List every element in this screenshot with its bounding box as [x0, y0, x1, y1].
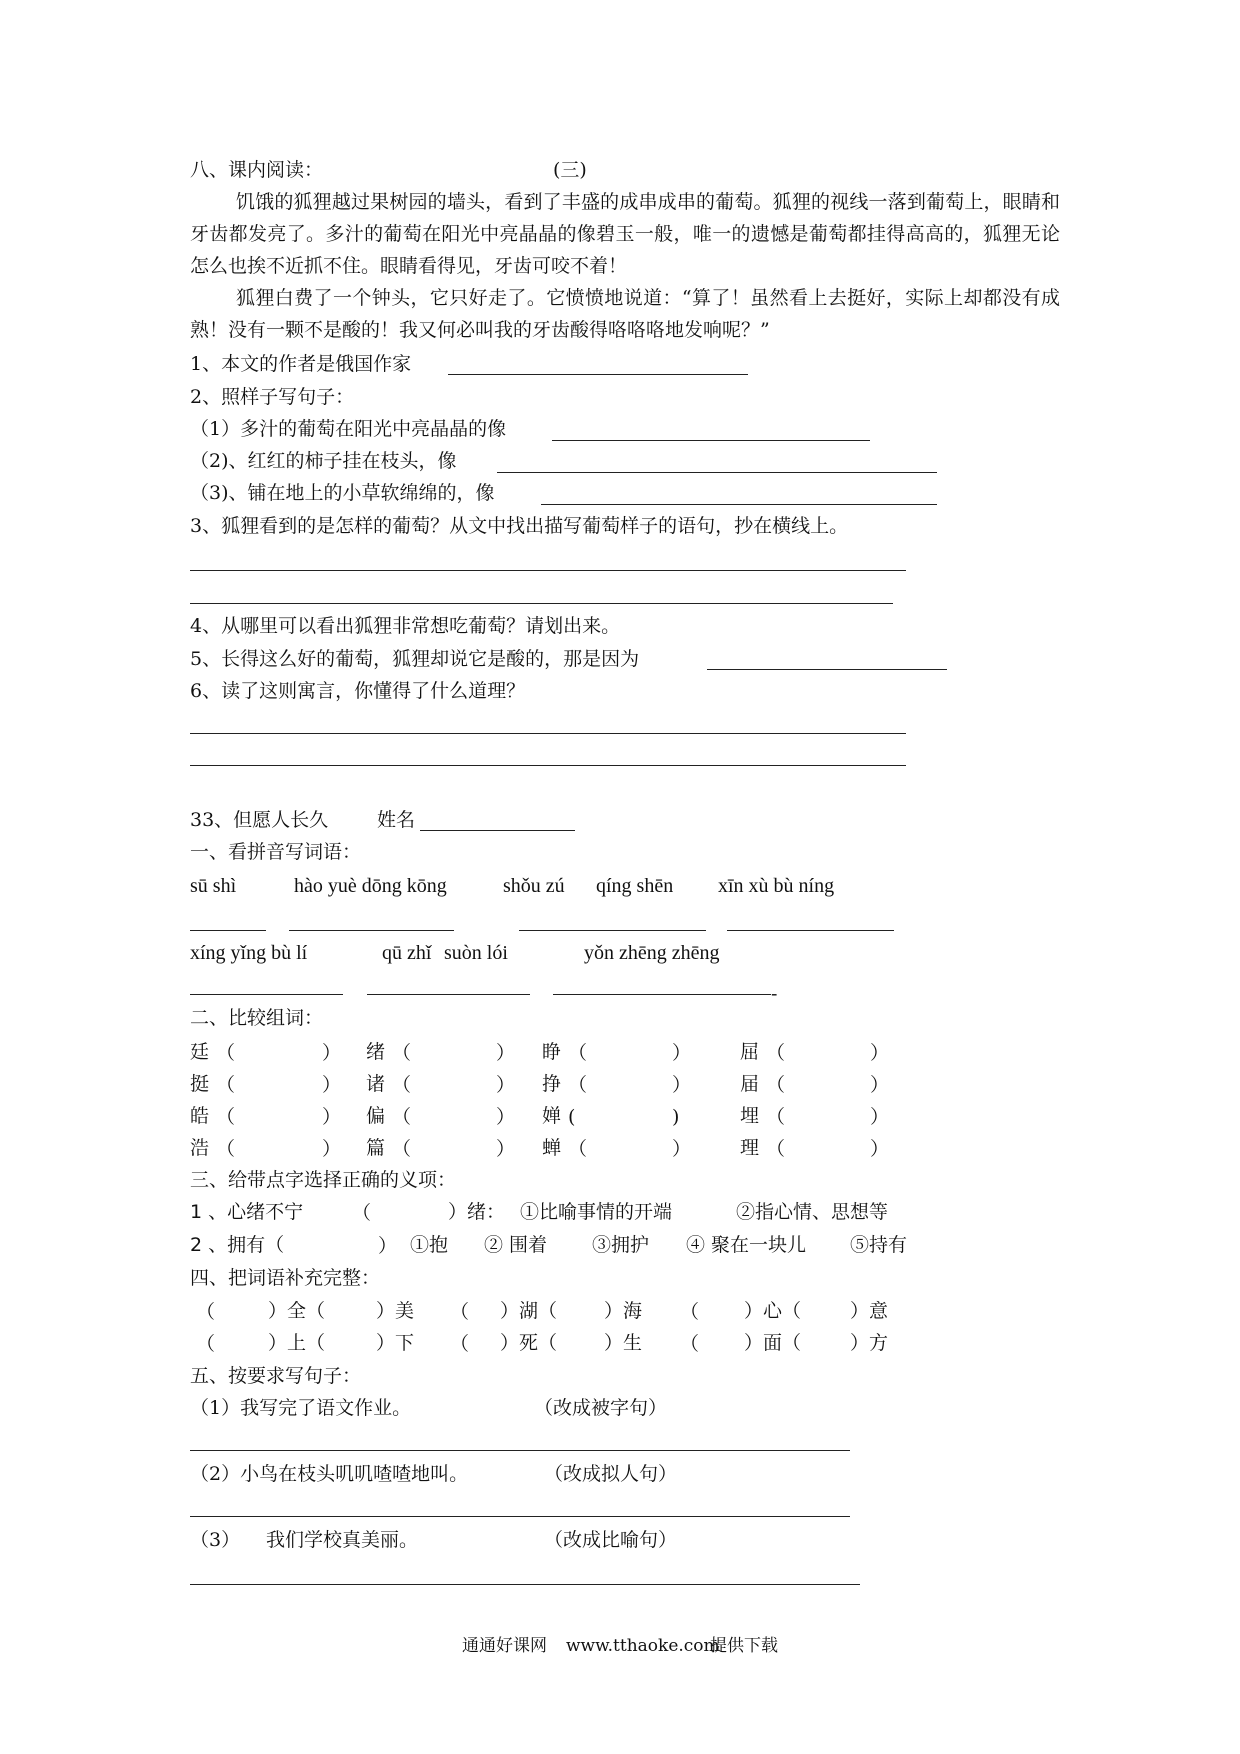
meaning-option: ③拥护: [592, 1234, 650, 1256]
question-2-3: （3)、铺在地上的小草软绵绵的，像: [190, 482, 495, 504]
open-bracket-glyph: （: [216, 1042, 236, 1064]
open-bracket-glyph: （: [392, 1138, 412, 1160]
idiom-fill: ）海: [604, 1300, 643, 1322]
idiom-fill: ）方: [850, 1332, 889, 1354]
open-bracket-glyph: （: [392, 1042, 412, 1064]
close-bracket-glyph: ）: [496, 1138, 516, 1160]
sentence-task-1: （1）我写完了语文作业。: [190, 1397, 412, 1419]
sentence-task-1-instruction: （改成被字句）: [534, 1397, 668, 1419]
pinyin-word: qíng shēn: [596, 875, 674, 897]
open-bracket-glyph: （: [568, 1074, 588, 1096]
compare-char: 婵: [542, 1105, 562, 1127]
compare-char: 浩: [190, 1137, 210, 1159]
close-bracket-glyph: ）: [870, 1138, 890, 1160]
pinyin-word: suòn lói: [444, 942, 508, 964]
close-bracket-glyph: ）: [378, 1235, 398, 1257]
close-bracket-glyph: ）: [672, 1042, 692, 1064]
sentence-task-3-number: （3）: [190, 1529, 241, 1551]
open-bracket-glyph: （: [196, 1333, 216, 1355]
question-5: 5、长得这么好的葡萄，狐狸却说它是酸的，那是因为: [190, 648, 640, 670]
sentence-task-2: （2）小鸟在枝头叽叽喳喳地叫。: [190, 1463, 469, 1485]
idiom-fill: ）意: [850, 1300, 889, 1322]
pinyin-word: sū shì: [190, 875, 237, 897]
part-3-heading: 三、给带点字选择正确的义项：: [190, 1169, 457, 1191]
pinyin-word: yǒn zhēng zhēng: [584, 942, 720, 964]
compare-char: 届: [740, 1073, 760, 1095]
meaning-item-1-label: 1 、心绪不宁: [190, 1201, 304, 1223]
idiom-fill: ）下: [376, 1332, 415, 1354]
sentence-task-2-instruction: （改成拟人句）: [544, 1463, 678, 1485]
open-bracket-glyph: （: [766, 1138, 786, 1160]
compare-char: 偏: [366, 1105, 386, 1127]
meaning-option: ② 围着: [484, 1234, 548, 1256]
close-bracket-glyph: ）: [870, 1042, 890, 1064]
idiom-fill: ）心（: [744, 1300, 802, 1322]
pinyin-word: xīn xù bù níng: [718, 875, 835, 897]
open-bracket-glyph: (: [568, 1106, 576, 1128]
idiom-fill: ）湖（: [500, 1300, 558, 1322]
idiom-fill: ）面（: [744, 1332, 802, 1354]
lesson-title: 33、但愿人长久: [190, 809, 329, 831]
open-bracket-glyph: （: [568, 1138, 588, 1160]
close-bracket-glyph: ）: [322, 1042, 342, 1064]
idiom-fill: ）全（: [268, 1300, 326, 1322]
part-5-heading: 五、按要求写句子：: [190, 1365, 362, 1387]
open-bracket-glyph: （: [352, 1202, 372, 1224]
compare-char: 皓: [190, 1105, 210, 1127]
answer-line[interactable]: [190, 1516, 850, 1517]
compare-char: 理: [740, 1137, 760, 1159]
close-bracket-glyph: ）: [322, 1138, 342, 1160]
close-bracket-glyph: ）: [672, 1074, 692, 1096]
open-bracket-glyph: （: [766, 1074, 786, 1096]
compare-char: 篇: [366, 1137, 386, 1159]
question-1: 1、本文的作者是俄国作家: [190, 353, 412, 375]
compare-char: 诸: [366, 1073, 386, 1095]
reading-paragraph-2: 狐狸白费了一个钟头，它只好走了。它愤愤地说道：“算了！虽然看上去挺好，实际上却都没有成熟！没有一颗不是酸的！我又何必叫我的牙齿酸得咯咯咯地发响呢？”: [190, 287, 1060, 341]
open-bracket-glyph: （: [680, 1333, 700, 1355]
meaning-option: ②指心情、思想等: [736, 1201, 889, 1223]
open-bracket-glyph: （: [568, 1042, 588, 1064]
question-3: 3、狐狸看到的是怎样的葡萄？从文中找出描写葡萄样子的语句，抄在横线上。: [190, 515, 849, 537]
footer-site-name: 通通好课网: [462, 1636, 547, 1656]
close-bracket-glyph: ）: [496, 1074, 516, 1096]
part-2-heading: 二、比较组词：: [190, 1007, 324, 1029]
part-4-heading: 四、把词语补充完整：: [190, 1267, 381, 1289]
close-bracket-glyph: ）: [322, 1074, 342, 1096]
sentence-task-3: 我们学校真美丽。: [266, 1529, 419, 1551]
pinyin-word: shǒu zú: [503, 875, 565, 897]
meaning-item-2-label: 2 、拥有（: [190, 1234, 285, 1256]
open-bracket-glyph: （: [196, 1301, 216, 1323]
open-bracket-glyph: （: [766, 1042, 786, 1064]
idiom-fill: ）死（: [500, 1332, 558, 1354]
footer-url[interactable]: www.tthaoke.com: [566, 1636, 720, 1656]
meaning-option: ①抱: [410, 1234, 449, 1256]
compare-char: 蝉: [542, 1137, 562, 1159]
reading-paragraph-1: 饥饿的狐狸越过果树园的墙头，看到了丰盛的成串成串的葡萄。狐狸的视线一落到葡萄上，眼睛和牙齿都发亮了。多汁的葡萄在阳光中亮晶晶的像碧玉一般，唯一的遗憾是葡萄都挂得高高的，狐狸无论怎么也挨不近抓不住。眼睛看得见，牙齿可咬不着！: [190, 191, 1060, 277]
meaning-option: ①比喻事情的开端: [520, 1201, 673, 1223]
meaning-option: ④ 聚在一块儿: [686, 1234, 807, 1256]
open-bracket-glyph: （: [680, 1301, 700, 1323]
section-heading: 八、课内阅读：: [190, 159, 324, 181]
meaning-option: ⑤持有: [850, 1234, 908, 1256]
question-6: 6、读了这则寓言，你懂得了什么道理？: [190, 680, 526, 702]
open-bracket-glyph: （: [392, 1074, 412, 1096]
open-bracket-glyph: （: [216, 1138, 236, 1160]
question-2-1: （1）多汁的葡萄在阳光中亮晶晶的像: [190, 418, 507, 440]
open-bracket-glyph: （: [450, 1333, 470, 1355]
answer-line[interactable]: [190, 1584, 860, 1585]
open-bracket-glyph: （: [216, 1074, 236, 1096]
compare-char: 埋: [740, 1105, 760, 1127]
close-bracket-glyph: ）: [496, 1106, 516, 1128]
close-bracket-glyph: ）: [672, 1138, 692, 1160]
section-part-label: (三): [553, 159, 587, 181]
name-label: 姓名: [377, 809, 416, 831]
question-2: 2、照样子写句子：: [190, 386, 355, 408]
trailing-mark: -: [771, 983, 778, 1005]
pinyin-word: hào yuè dōng kōng: [294, 875, 447, 897]
compare-char: 绪: [366, 1041, 386, 1063]
compare-char: 睁: [542, 1041, 562, 1063]
open-bracket-glyph: （: [392, 1106, 412, 1128]
close-bracket-glyph: ）: [870, 1074, 890, 1096]
footer-suffix: 提供下载: [710, 1636, 778, 1656]
meaning-item-1-char: ）绪：: [448, 1201, 506, 1223]
part-1-heading: 一、看拼音写词语：: [190, 841, 362, 863]
idiom-fill: ）美: [376, 1300, 415, 1322]
compare-char: 廷: [190, 1041, 210, 1063]
sentence-task-3-instruction: （改成比喻句）: [544, 1529, 678, 1551]
compare-char: 挣: [542, 1073, 562, 1095]
question-2-2: （2)、红红的柿子挂在枝头，像: [190, 450, 457, 472]
compare-char: 挺: [190, 1073, 210, 1095]
compare-char: 屈: [740, 1041, 760, 1063]
open-bracket-glyph: （: [766, 1106, 786, 1128]
close-bracket-glyph: ）: [322, 1106, 342, 1128]
answer-line[interactable]: [190, 1450, 850, 1451]
open-bracket-glyph: （: [216, 1106, 236, 1128]
pinyin-word: xíng yǐng bù lí: [190, 942, 308, 964]
pinyin-word: qū zhǐ: [382, 942, 432, 964]
close-bracket-glyph: ）: [496, 1042, 516, 1064]
close-bracket-glyph: ): [672, 1106, 680, 1128]
question-4: 4、从哪里可以看出狐狸非常想吃葡萄？请划出来。: [190, 615, 621, 637]
idiom-fill: ）上（: [268, 1332, 326, 1354]
close-bracket-glyph: ）: [870, 1106, 890, 1128]
idiom-fill: ）生: [604, 1332, 643, 1354]
open-bracket-glyph: （: [450, 1301, 470, 1323]
